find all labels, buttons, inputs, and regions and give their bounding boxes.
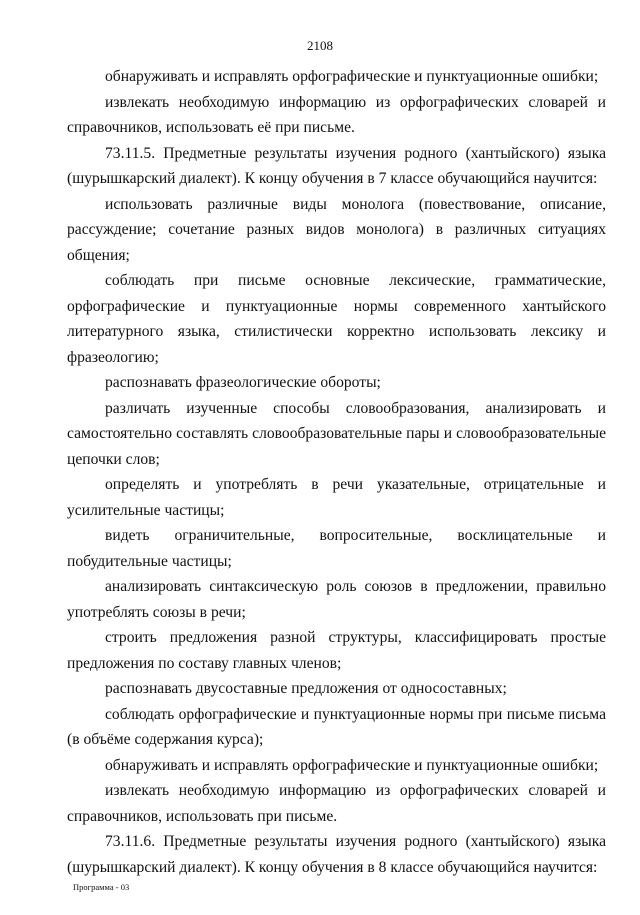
page-number: 2108 (307, 38, 333, 53)
body-text (67, 64, 606, 880)
paragraph: распознавать фразеологические обороты; (105, 374, 381, 391)
paragraph: обнаруживать и исправлять орфографические и пунктуационные ошибки; (105, 756, 599, 774)
paragraph: анализировать синтаксическую роль союзов в предложении, правильно употреблять союзы в речи; (67, 578, 606, 621)
paragraph: определять и употреблять в речи указательные, отрицательные и усилительные частицы; (67, 476, 606, 519)
paragraph: обнаруживать и исправлять орфографические и пунктуационные ошибки; (105, 68, 599, 85)
section-heading-paragraph: 73.11.5. Предметные результаты изучения родного (хантыйского) языка (шурышкарский диалект). К концу обучения в 7 классе обучающийся научится: (67, 144, 606, 187)
paragraph: строить предложения разной структуры, классифицировать простые предложения по составу главных членов; (67, 629, 606, 672)
paragraph: использовать различные виды монолога (повествование, описание, рассуждение; сочетание разных видов монолога) в различных ситуациях общения; (67, 195, 606, 264)
paragraph: распознавать двусоставные предложения от односоставных; (105, 680, 507, 697)
page-footer: Программа - 03 (73, 882, 130, 892)
paragraph: соблюдать орфографические и пунктуационные нормы при письме письма (в объёме содержания курса); (67, 705, 606, 748)
paragraph: различать изученные способы словообразования, анализировать и самостоятельно составлять словообразовательные пары и словообразовательные цепочки слов; (67, 399, 606, 468)
section-heading-paragraph: 73.11.6. Предметные результаты изучения родного (хантыйского) языка (шурышкарский диалект). К концу обучения в 8 классе обучающийся научится: (67, 833, 606, 876)
paragraph: извлекать необходимую информацию из орфографических словарей и справочников, использовать при письме. (67, 782, 606, 825)
paragraph: соблюдать при письме основные лексические, грамматические, орфографические и пунктуационные нормы современного хантыйского литературного языка, стилистически корректно использовать лексику и фразеологию; (67, 272, 606, 366)
paragraph: видеть ограничительные, вопросительные, восклицательные и побудительные частицы; (67, 527, 606, 570)
paragraph: извлекать необходимую информацию из орфографических словарей и справочников, использовать её при письме. (67, 93, 606, 136)
